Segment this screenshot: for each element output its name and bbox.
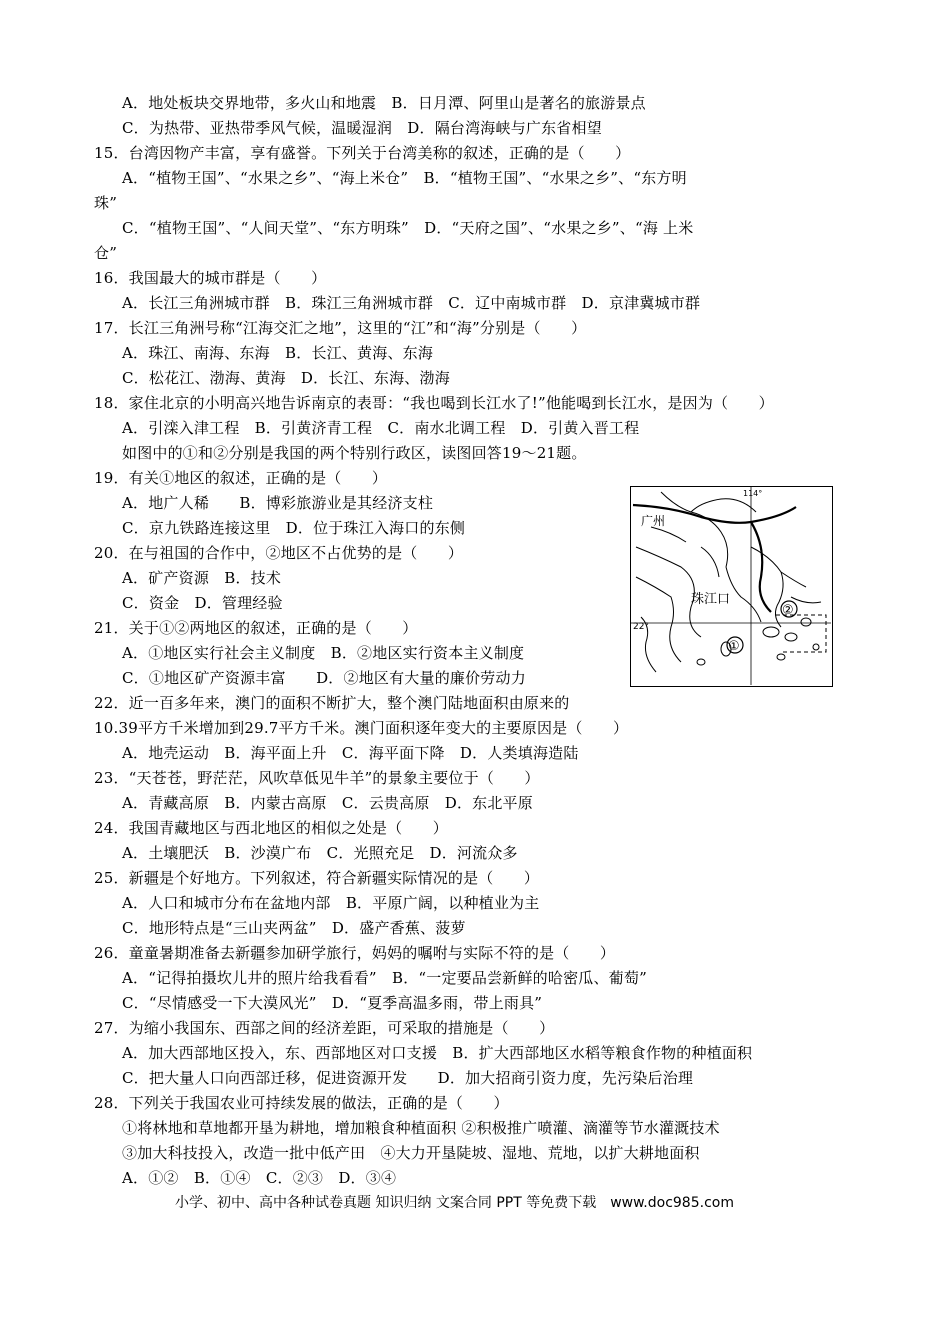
text-line: C．“尽情感受一下大漠风光” D．“夏季高温多雨，带上雨具”	[122, 994, 543, 1012]
text-line: 如图中的①和②分别是我国的两个特别行政区，读图回答19～21题。	[122, 444, 587, 462]
text-line: 23．“天苍苍，野茫茫，风吹草低见牛羊”的景象主要位于（ ）	[94, 769, 540, 787]
map-label-hongkong: ②	[782, 603, 794, 618]
text-line: 15．台湾因物产丰富，享有盛誉。下列关于台湾美称的叙述，正确的是（ ）	[94, 144, 631, 162]
text-line: A．引滦入津工程 B．引黄济青工程 C．南水北调工程 D．引黄入晋工程	[122, 419, 640, 437]
text-line: C．松花江、渤海、黄海 D．长江、东海、渤海	[122, 369, 450, 387]
text-line: 26．童童暑期准备去新疆参加研学旅行，妈妈的嘱咐与实际不符的是（ ）	[94, 944, 616, 962]
text-line: A．“植物王国”、“水果之乡”、“海上米仓” B．“植物王国”、“水果之乡”、“东方明	[122, 169, 687, 187]
map-label-zhujiangkou: 珠江口	[691, 592, 731, 607]
text-line: C．“植物王国”、“人间天堂”、“东方明珠” D．“天府之国”、“水果之乡”、“海 上米	[122, 219, 694, 237]
text-line: A．矿产资源 B．技术	[122, 569, 282, 587]
text-line: C．京九铁路连接这里 D．位于珠江入海口的东侧	[122, 519, 466, 537]
text-line: A．地壳运动 B．海平面上升 C．海平面下降 D．人类填海造陆	[122, 744, 579, 762]
page-footer: 小学、初中、高中各种试卷真题 知识归纳 文案合同 PPT 等免费下载 www.doc985.com	[175, 1195, 734, 1211]
text-line: ①将林地和草地都开垦为耕地，增加粮食种植面积 ②积极推广喷灌、滴灌等节水灌溉技术	[122, 1119, 720, 1137]
map-drawing	[631, 487, 831, 685]
map-label-macau: ①	[728, 639, 740, 654]
text-line: A．加大西部地区投入，东、西部地区对口支援 B．扩大西部地区水稻等粮食作物的种植面积	[122, 1044, 753, 1062]
text-line: C．地形特点是“三山夹两盆” D．盛产香蕉、菠萝	[122, 919, 466, 937]
map-label-guangzhou: 广州	[641, 514, 666, 528]
text-line: 珠”	[94, 194, 118, 212]
text-line: A．①地区实行社会主义制度 B．②地区实行资本主义制度	[122, 644, 525, 662]
text-line: C．把大量人口向西部迁移，促进资源开发 D．加大招商引资力度，先污染后治理	[122, 1069, 694, 1087]
text-line: C．为热带、亚热带季风气候，温暖湿润 D．隔台湾海峡与广东省相望	[122, 119, 602, 137]
text-line: 21．关于①②两地区的叙述，正确的是（ ）	[94, 619, 418, 637]
text-line: 18．家住北京的小明高兴地告诉南京的表哥：“我也喝到长江水了!”他能喝到长江水，是因为（ ）	[94, 394, 774, 412]
text-line: C．①地区矿产资源丰富 D．②地区有大量的廉价劳动力	[122, 669, 526, 687]
text-line: 仓”	[94, 244, 118, 262]
pearl-river-delta-map	[630, 486, 833, 687]
text-line: A．长江三角洲城市群 B．珠江三角洲城市群 C．辽中南城市群 D．京津冀城市群	[122, 294, 701, 312]
map-label-latitude: 22°	[633, 622, 649, 632]
text-line: A．“记得拍摄坎儿井的照片给我看看” B．“一定要品尝新鲜的哈密瓜、葡萄”	[122, 969, 647, 987]
text-line: A．青藏高原 B．内蒙古高原 C．云贵高原 D．东北平原	[122, 794, 533, 812]
text-line: 22．近一百多年来，澳门的面积不断扩大，整个澳门陆地面积由原来的	[94, 694, 570, 712]
text-line: A．人口和城市分布在盆地内部 B．平原广阔，以种植业为主	[122, 894, 540, 912]
text-line: 28．下列关于我国农业可持续发展的做法，正确的是（ ）	[94, 1094, 509, 1112]
text-line: A．土壤肥沃 B．沙漠广布 C．光照充足 D．河流众多	[122, 844, 518, 862]
text-line: 24．我国青藏地区与西北地区的相似之处是（ ）	[94, 819, 448, 837]
text-line: A．①② B．①④ C．②③ D．③④	[122, 1169, 397, 1187]
text-line: 20．在与祖国的合作中，②地区不占优势的是（ ）	[94, 544, 464, 562]
text-line: 27．为缩小我国东、西部之间的经济差距，可采取的措施是（ ）	[94, 1019, 555, 1037]
text-line: 10.39平方千米增加到29.7平方千米。澳门面积逐年变大的主要原因是（ ）	[94, 719, 629, 737]
text-line: 19．有关①地区的叙述，正确的是（ ）	[94, 469, 388, 487]
text-line: C．资金 D．管理经验	[122, 594, 283, 612]
text-line: ③加大科技投入，改造一批中低产田 ④大力开垦陡坡、湿地、荒地，以扩大耕地面积	[122, 1144, 700, 1162]
text-line: 25．新疆是个好地方。下列叙述，符合新疆实际情况的是（ ）	[94, 869, 540, 887]
text-line: A．地处板块交界地带，多火山和地震 B．日月潭、阿里山是著名的旅游景点	[122, 94, 646, 112]
text-line: 17．长江三角洲号称“江海交汇之地”，这里的“江”和“海”分别是（ ）	[94, 319, 587, 337]
text-line: 16．我国最大的城市群是（ ）	[94, 269, 327, 287]
map-label-longitude: 114°	[743, 489, 763, 498]
text-line: A．地广人稀 B．博彩旅游业是其经济支柱	[122, 494, 434, 512]
text-line: A．珠江、南海、东海 B．长江、黄海、东海	[122, 344, 434, 362]
